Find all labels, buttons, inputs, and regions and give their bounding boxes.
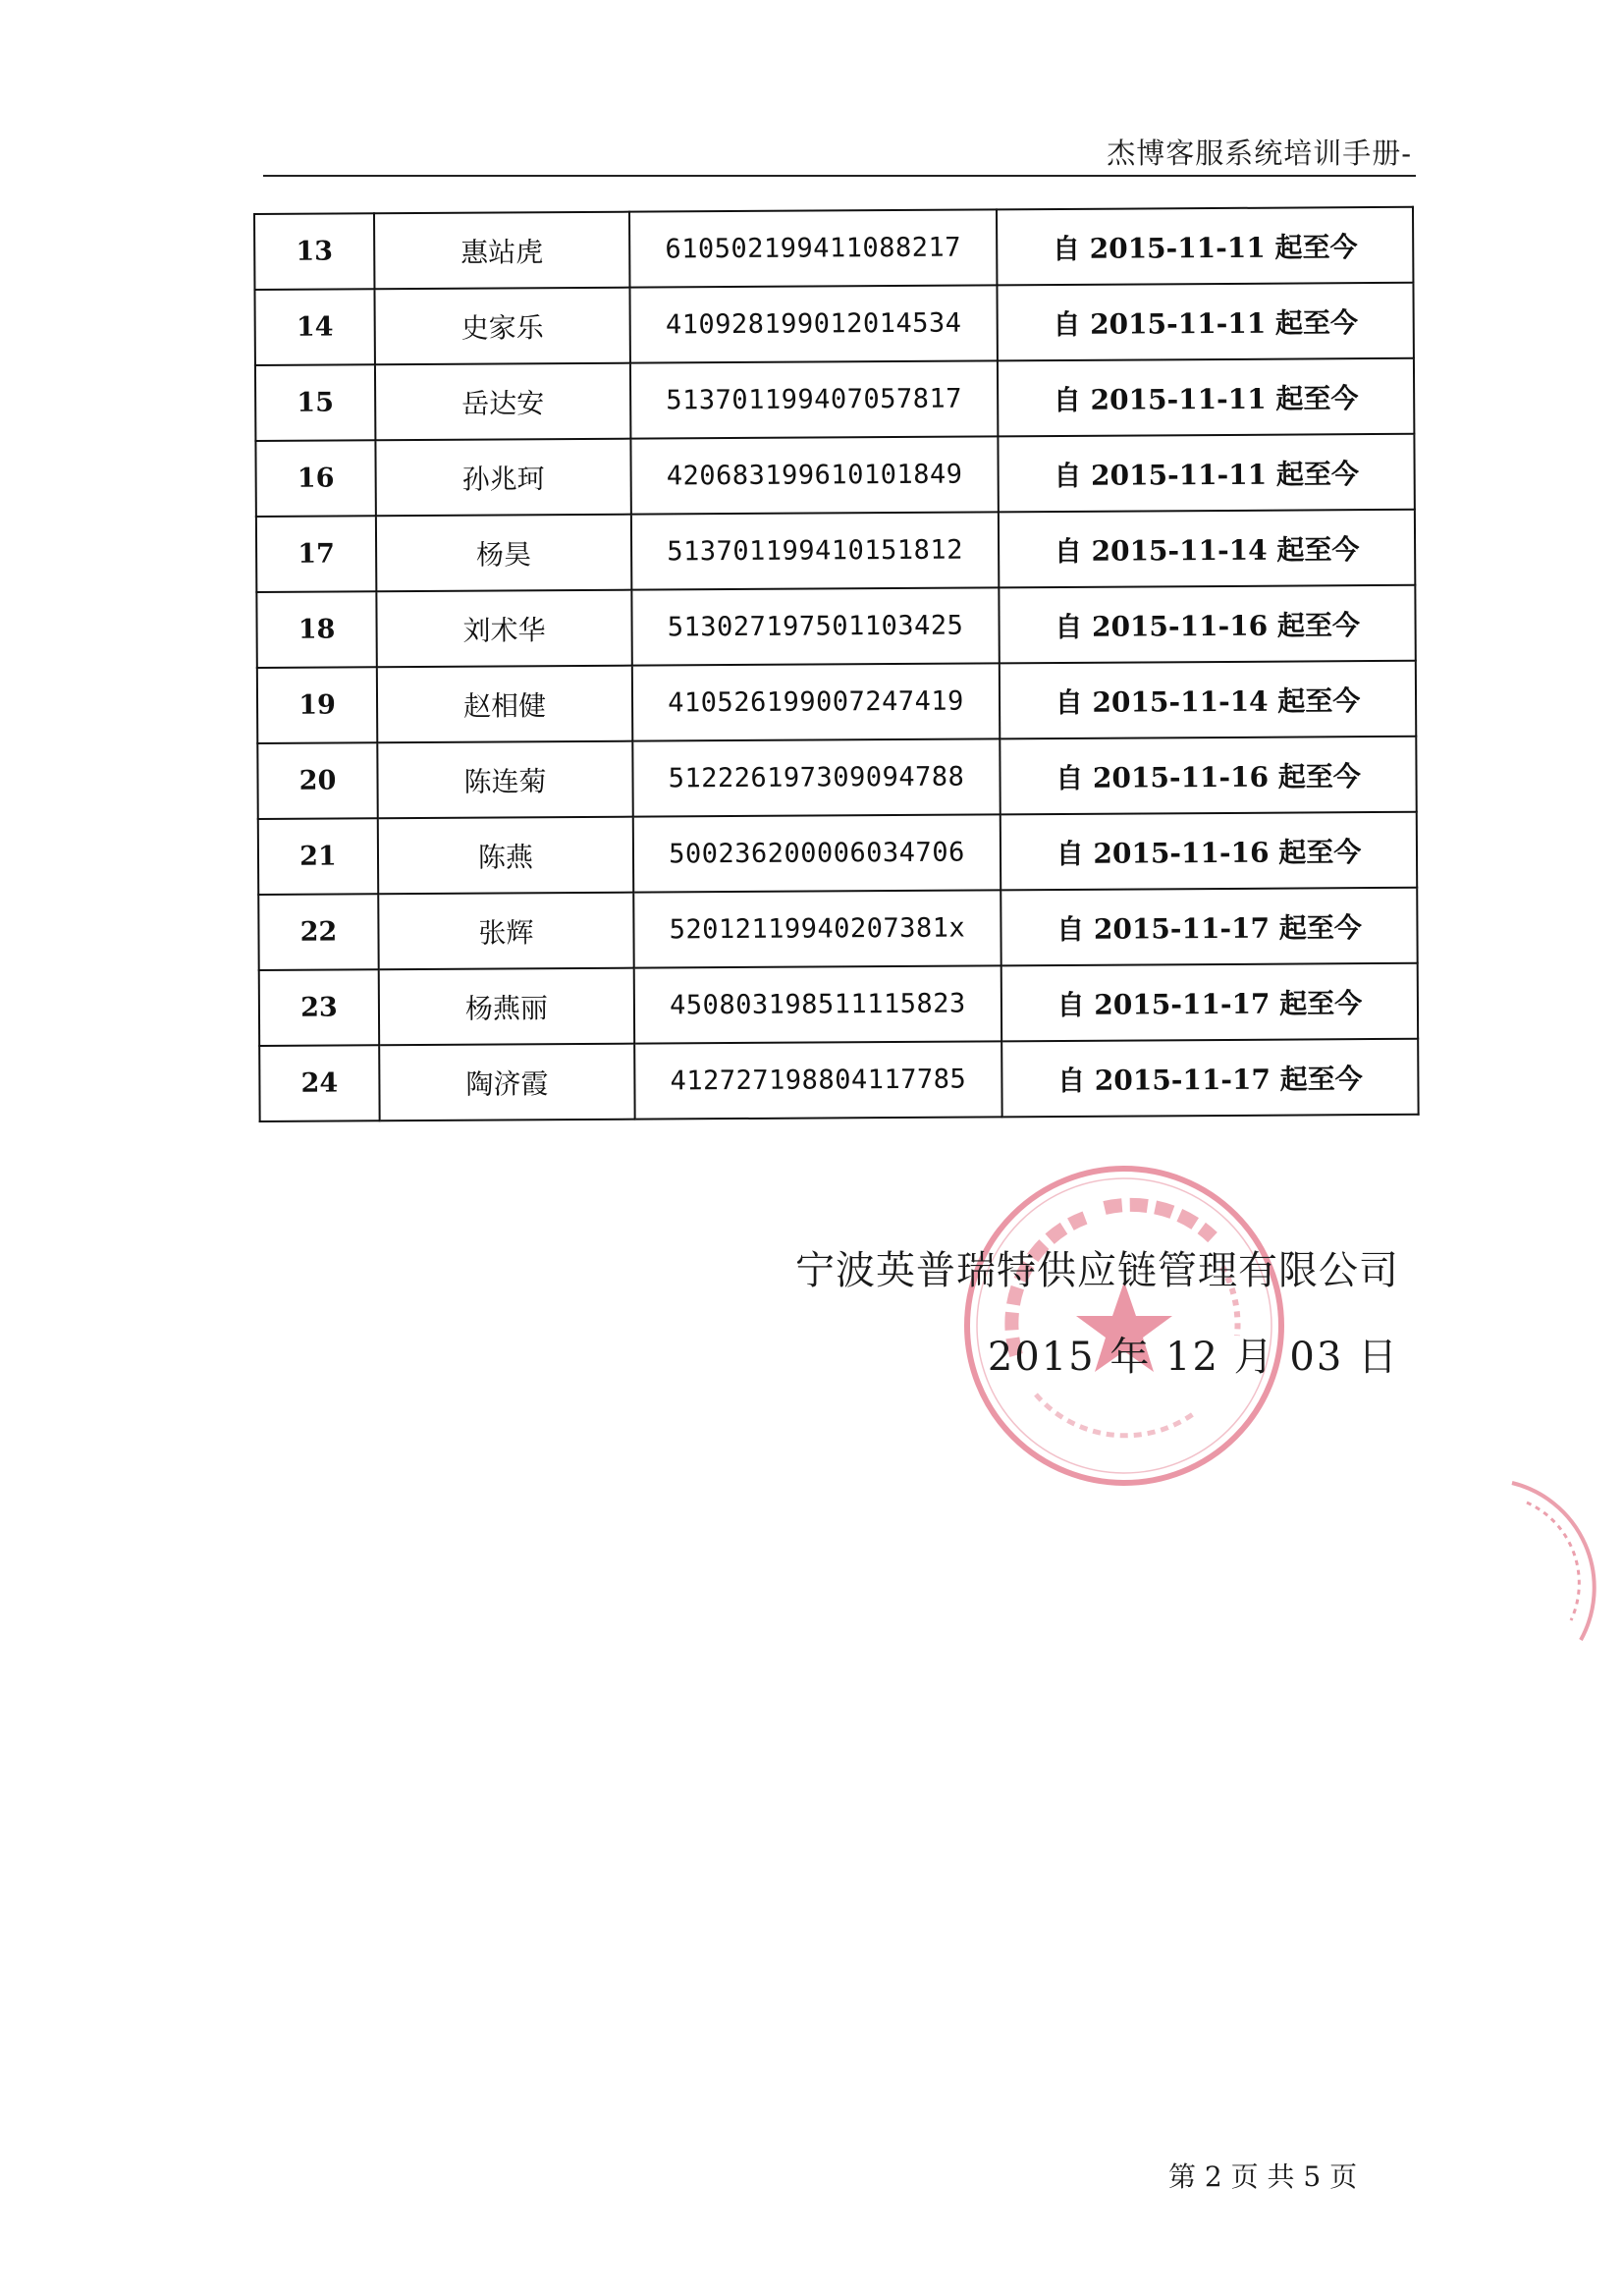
row-number-cell: 13	[254, 213, 374, 290]
employee-name-cell: 赵相健	[377, 666, 632, 743]
employment-period-cell	[1001, 888, 1417, 966]
employment-period-cell	[1000, 661, 1416, 739]
company-signature-name: 宁波英普瑞特供应链管理有限公司	[795, 1248, 1399, 1293]
table-row	[256, 585, 1415, 668]
row-number-cell: 22	[258, 894, 378, 970]
employee-name-cell: 张辉	[378, 893, 633, 970]
employee-name-cell: 史家乐	[374, 288, 629, 365]
period-suffix: 起至今	[1275, 457, 1360, 491]
period-prefix: 自	[1054, 459, 1082, 492]
period-start-date: 2015-11-14	[1091, 533, 1268, 568]
employee-name-cell: 陈连菊	[377, 741, 632, 819]
period-suffix: 起至今	[1277, 759, 1361, 793]
period-prefix: 自	[1055, 685, 1083, 719]
employee-name-cell: 惠站虎	[374, 212, 629, 290]
period-start-date: 2015-11-17	[1094, 1063, 1271, 1097]
table-row	[257, 737, 1416, 819]
period-start-date: 2015-11-11	[1089, 231, 1266, 265]
employment-period-cell	[1001, 963, 1418, 1042]
period-prefix: 自	[1052, 232, 1081, 265]
employment-period-cell	[1001, 1039, 1418, 1118]
row-number-cell: 19	[257, 667, 377, 743]
table-row	[259, 1039, 1418, 1121]
period-suffix: 起至今	[1278, 910, 1362, 945]
employee-name-cell: 陈燕	[378, 817, 633, 895]
header-rule	[263, 175, 1416, 177]
period-prefix: 自	[1055, 610, 1083, 643]
period-prefix: 自	[1055, 837, 1084, 870]
employee-name-cell: 岳达安	[375, 363, 630, 441]
row-number-cell: 15	[255, 364, 375, 441]
id-number-cell: 513027197501103425	[631, 587, 999, 665]
id-number-cell: 513701199410151812	[631, 512, 999, 589]
table-row	[254, 207, 1413, 290]
period-prefix: 自	[1056, 912, 1085, 946]
period-suffix: 起至今	[1276, 532, 1360, 567]
table-row	[258, 888, 1417, 970]
row-number-cell: 16	[255, 440, 375, 517]
period-suffix: 起至今	[1274, 230, 1358, 264]
row-number-cell: 14	[254, 289, 374, 365]
row-number-cell: 20	[257, 742, 377, 819]
id-number-cell: 450803198511115823	[634, 965, 1001, 1043]
employment-period-cell	[1000, 737, 1416, 815]
page-number: 第 2 页 共 5 页	[1168, 2160, 1358, 2193]
table-row	[254, 283, 1413, 365]
period-suffix: 起至今	[1277, 683, 1361, 718]
period-prefix: 自	[1053, 383, 1081, 416]
id-number-cell: 410526199007247419	[632, 663, 1000, 740]
partial-seal-stamp	[1473, 1463, 1623, 1660]
document-header-title: 杰博客服系统培训手册-	[1107, 137, 1412, 170]
id-number-cell: 420683199610101849	[630, 436, 998, 514]
row-number-cell: 24	[259, 1045, 379, 1121]
period-suffix: 起至今	[1279, 1062, 1363, 1096]
period-prefix: 自	[1053, 307, 1081, 341]
employee-name-cell: 杨昊	[376, 515, 631, 592]
roster-body	[254, 207, 1419, 1121]
period-start-date: 2015-11-11	[1090, 382, 1267, 416]
employment-period-cell	[997, 207, 1413, 286]
period-start-date: 2015-11-11	[1090, 306, 1267, 341]
period-suffix: 起至今	[1278, 835, 1362, 869]
employment-period-cell	[999, 585, 1415, 664]
table-row	[255, 358, 1414, 441]
employee-name-cell: 刘术华	[376, 590, 631, 668]
id-number-cell: 412727198804117785	[634, 1041, 1001, 1119]
employee-name-cell: 孙兆珂	[375, 439, 630, 517]
employment-period-cell	[999, 510, 1415, 588]
period-start-date: 2015-11-17	[1094, 987, 1271, 1021]
employee-name-cell: 杨燕丽	[379, 968, 634, 1046]
period-prefix: 自	[1055, 761, 1084, 794]
table-row	[257, 661, 1416, 743]
period-start-date: 2015-11-17	[1093, 911, 1271, 946]
employee-name-cell: 陶济霞	[379, 1044, 634, 1121]
period-start-date: 2015-11-16	[1091, 609, 1269, 643]
table-row	[259, 963, 1418, 1046]
employment-period-cell	[997, 283, 1413, 361]
row-number-cell: 18	[256, 591, 376, 668]
period-suffix: 起至今	[1279, 986, 1363, 1020]
signature-date: 2015 年 12 月 03 日	[987, 1335, 1399, 1380]
table-row	[255, 434, 1414, 517]
period-start-date: 2015-11-16	[1093, 836, 1270, 870]
employment-period-cell	[998, 434, 1414, 513]
row-number-cell: 21	[258, 818, 378, 895]
employment-period-cell	[998, 358, 1414, 437]
employee-roster-table	[253, 206, 1420, 1122]
id-number-cell: 513701199407057817	[630, 360, 998, 438]
table-row	[258, 812, 1417, 895]
period-suffix: 起至今	[1275, 381, 1359, 415]
employment-period-cell	[1001, 812, 1417, 891]
period-prefix: 自	[1056, 1064, 1086, 1097]
row-number-cell: 17	[256, 516, 376, 592]
period-prefix: 自	[1056, 988, 1085, 1021]
id-number-cell: 410928199012014534	[629, 285, 997, 362]
row-number-cell: 23	[259, 969, 379, 1046]
id-number-cell: 52012119940207381x	[633, 890, 1001, 967]
id-number-cell: 610502199411088217	[629, 209, 997, 287]
id-number-cell: 512226197309094788	[632, 738, 1000, 816]
period-suffix: 起至今	[1274, 305, 1359, 340]
period-start-date: 2015-11-14	[1092, 684, 1269, 719]
period-start-date: 2015-11-16	[1092, 760, 1270, 794]
period-start-date: 2015-11-11	[1090, 458, 1268, 492]
id-number-cell: 500236200006034706	[633, 814, 1001, 892]
table-row	[256, 510, 1415, 592]
period-suffix: 起至今	[1276, 608, 1360, 642]
period-prefix: 自	[1054, 534, 1082, 568]
